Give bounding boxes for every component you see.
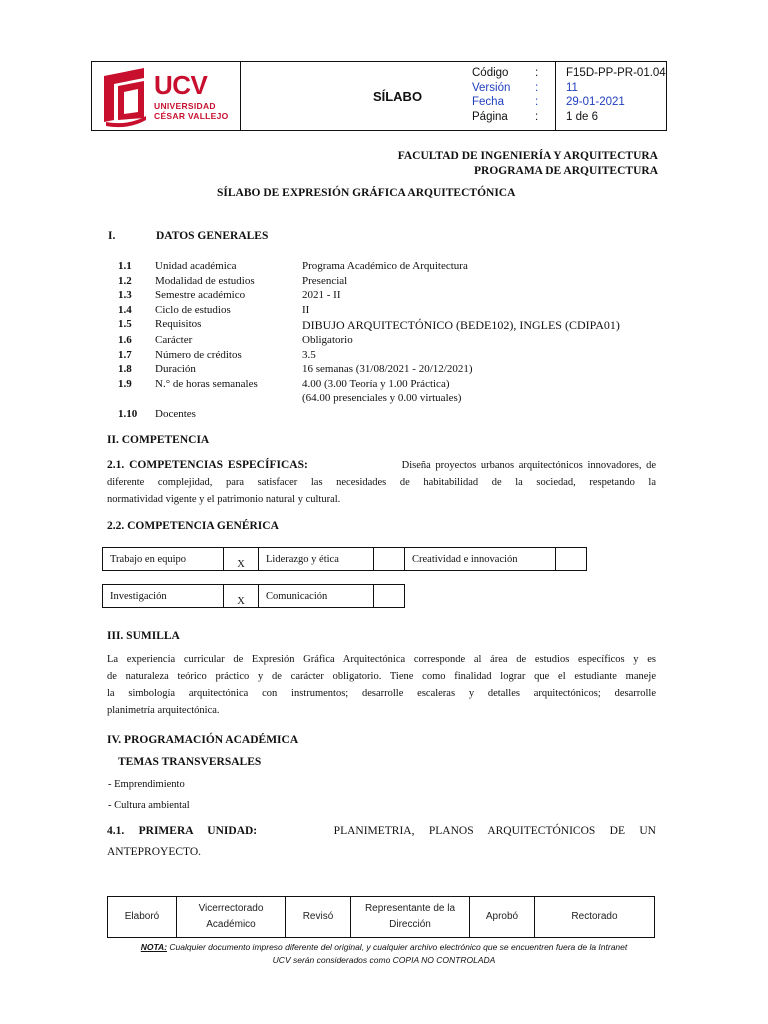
general-num: 1.2 xyxy=(118,274,132,287)
general-num: 1.8 xyxy=(118,363,132,375)
section-4-title: IV. PROGRAMACIÓN ACADÉMICA xyxy=(107,734,299,746)
general-num: 1.5 xyxy=(118,318,132,330)
competencia-generica-title: 2.2. COMPETENCIA GENÉRICA xyxy=(107,520,279,532)
temas-item: - Cultura ambiental xyxy=(108,800,190,811)
section-3-title: III. SUMILLA xyxy=(107,630,180,642)
general-data-list xyxy=(118,260,658,422)
cg-mark xyxy=(374,585,405,608)
meta-codigo xyxy=(472,67,666,82)
general-label: Unidad académica xyxy=(155,260,237,272)
general-num: 1.1 xyxy=(118,260,132,272)
meta-sep: : xyxy=(535,81,539,94)
unidad-1-text-2: ANTEPROYECTO. xyxy=(107,846,202,858)
general-value: 3.5 xyxy=(302,348,316,361)
competencias-especificas xyxy=(107,457,656,508)
general-value: DIBUJO ARQUITECTÓNICO (BEDE102), INGLES (CDIPA01) xyxy=(302,318,620,332)
program-title: PROGRAMA DE ARQUITECTURA xyxy=(473,165,658,177)
general-num: 1.10 xyxy=(118,407,138,420)
cg-mark xyxy=(556,548,587,571)
approval-cell: Rectorado xyxy=(535,897,655,938)
general-row xyxy=(118,275,658,290)
meta-key: Fecha xyxy=(472,96,504,108)
competencias-text: diferente complejidad, para satisfacer las necesidades de habitabilidad de la sociedad, respetando la xyxy=(107,477,656,488)
cg-mark: X xyxy=(224,585,259,608)
meta-sep: : xyxy=(535,110,539,123)
general-num: 1.7 xyxy=(118,348,132,361)
syllabus-title: SÍLABO DE EXPRESIÓN GRÁFICA ARQUITECTÓNICA xyxy=(217,187,516,199)
general-value: 4.00 (3.00 Teoría y 1.00 Práctica) xyxy=(302,377,450,390)
meta-value: 29-01-2021 xyxy=(566,96,625,108)
section-1-number: I. xyxy=(108,230,116,242)
meta-version xyxy=(472,82,662,97)
approval-cell: Elaboró xyxy=(108,897,177,938)
approval-cell: Revisó xyxy=(286,897,351,938)
footer-note-label: NOTA: xyxy=(140,942,168,952)
sumilla-line: La experiencia curricular de Expresión Gráfica Arquitectónica corresponde al área de estudios específicos y es xyxy=(107,654,656,665)
header-title: SÍLABO xyxy=(240,62,556,130)
meta-pagina xyxy=(472,111,662,126)
meta-sep: : xyxy=(535,96,539,108)
general-num: 1.4 xyxy=(118,303,132,316)
general-row xyxy=(118,378,658,407)
meta-key: Página xyxy=(472,110,508,123)
general-row xyxy=(118,408,658,423)
general-num: 1.6 xyxy=(118,334,132,346)
approval-cell: Representante de la Dirección xyxy=(351,897,470,938)
section-2-title: II. COMPETENCIA xyxy=(107,434,210,446)
general-value-line2: (64.00 presenciales y 0.00 virtuales) xyxy=(302,392,462,404)
general-label: Modalidad de estudios xyxy=(155,274,255,287)
unidad-1-label: 4.1. PRIMERA UNIDAD: xyxy=(107,825,258,837)
meta-key: Código xyxy=(472,67,509,79)
approval-cell: Aprobó xyxy=(470,897,535,938)
temas-item: - Emprendimiento xyxy=(108,779,185,790)
general-label: Semestre académico xyxy=(155,289,246,301)
logo-subtitle-2: CÉSAR VALLEJO xyxy=(154,111,229,121)
header-meta xyxy=(472,67,666,125)
general-label: Docentes xyxy=(155,407,196,420)
logo-cell xyxy=(92,62,241,130)
sumilla-line: planimetría arquitectónica. xyxy=(107,705,220,716)
general-label: Carácter xyxy=(155,334,193,346)
general-value: Presencial xyxy=(302,274,348,287)
cg-label: Liderazgo y ética xyxy=(259,548,374,571)
temas-transversales-title: TEMAS TRANSVERSALES xyxy=(118,756,262,768)
cg-label: Investigación xyxy=(103,585,224,608)
approval-cell: Vicerrectorado Académico xyxy=(177,897,286,938)
footer-note-line-1 xyxy=(100,941,668,954)
competencias-text: Diseña proyectos urbanos arquitectónicos innovadores, de xyxy=(401,460,656,471)
general-value: II xyxy=(302,303,310,316)
meta-value: F15D-PP-PR-01.04 xyxy=(566,67,666,79)
general-num: 1.9 xyxy=(118,377,132,390)
meta-fecha xyxy=(472,96,662,111)
general-label: Requisitos xyxy=(155,318,202,330)
general-value: 16 semanas (31/08/2021 - 20/12/2021) xyxy=(302,363,473,375)
general-num: 1.3 xyxy=(118,289,132,301)
sumilla-text xyxy=(107,651,656,719)
competencias-text: normatividad vigente y el patrimonio natural y cultural. xyxy=(107,494,341,505)
general-label: Duración xyxy=(155,363,196,375)
cg-label: Comunicación xyxy=(259,585,374,608)
competencia-generica-table-1 xyxy=(102,547,587,571)
meta-value: 11 xyxy=(566,81,578,94)
general-row xyxy=(118,260,658,275)
general-value: 2021 - II xyxy=(302,289,341,301)
general-row xyxy=(118,318,658,334)
general-label: Número de créditos xyxy=(155,348,242,361)
footer-note-line-2: UCV serán considerados como COPIA NO CONTROLADA xyxy=(272,954,496,965)
general-row xyxy=(118,363,658,378)
meta-key: Versión xyxy=(472,81,511,94)
unidad-1 xyxy=(107,821,656,863)
unidad-1-line xyxy=(107,821,656,842)
cg-label: Creatividad e innovación xyxy=(405,548,556,571)
logo-text: UCV xyxy=(154,70,208,100)
general-label: Ciclo de estudios xyxy=(155,303,231,316)
cg-mark xyxy=(374,548,405,571)
approval-table xyxy=(107,896,655,938)
unidad-1-text: PLANIMETRIA, PLANOS ARQUITECTÓNICOS DE UN xyxy=(333,825,656,837)
competencia-generica-table-2 xyxy=(102,584,405,608)
section-1-title: DATOS GENERALES xyxy=(156,230,269,242)
competencias-line xyxy=(107,457,656,474)
sumilla-line: de naturaleza teórico práctico y de carácter obligatorio. Tiene como finalidad lograr que el estudiante maneje xyxy=(107,671,656,682)
general-row xyxy=(118,334,658,349)
sumilla-line: la simbología arquitectónica con instrumentos; desarrolle escaleras y detalles arquitectónicos; desarrolle xyxy=(107,688,656,699)
competencias-label: 2.1. COMPETENCIAS ESPECÍFICAS: xyxy=(107,459,308,471)
general-row xyxy=(118,349,658,364)
general-row xyxy=(118,289,658,304)
meta-value: 1 de 6 xyxy=(566,110,598,123)
cg-mark: X xyxy=(224,548,259,571)
footer-note-text: Cualquier documento impreso diferente del original, y cualquier archivo electrónico que se encuentren fuera de la Intranet xyxy=(167,942,628,952)
general-row xyxy=(118,304,658,319)
faculty-title: FACULTAD DE INGENIERÍA Y ARQUITECTURA xyxy=(397,150,658,162)
cg-label: Trabajo en equipo xyxy=(103,548,224,571)
meta-sep: : xyxy=(535,67,539,79)
general-value: Programa Académico de Arquitectura xyxy=(302,260,468,272)
footer-note xyxy=(100,941,668,966)
logo-subtitle-1: UNIVERSIDAD xyxy=(154,101,216,111)
general-label: N.° de horas semanales xyxy=(155,377,258,390)
general-value: Obligatorio xyxy=(302,334,353,346)
